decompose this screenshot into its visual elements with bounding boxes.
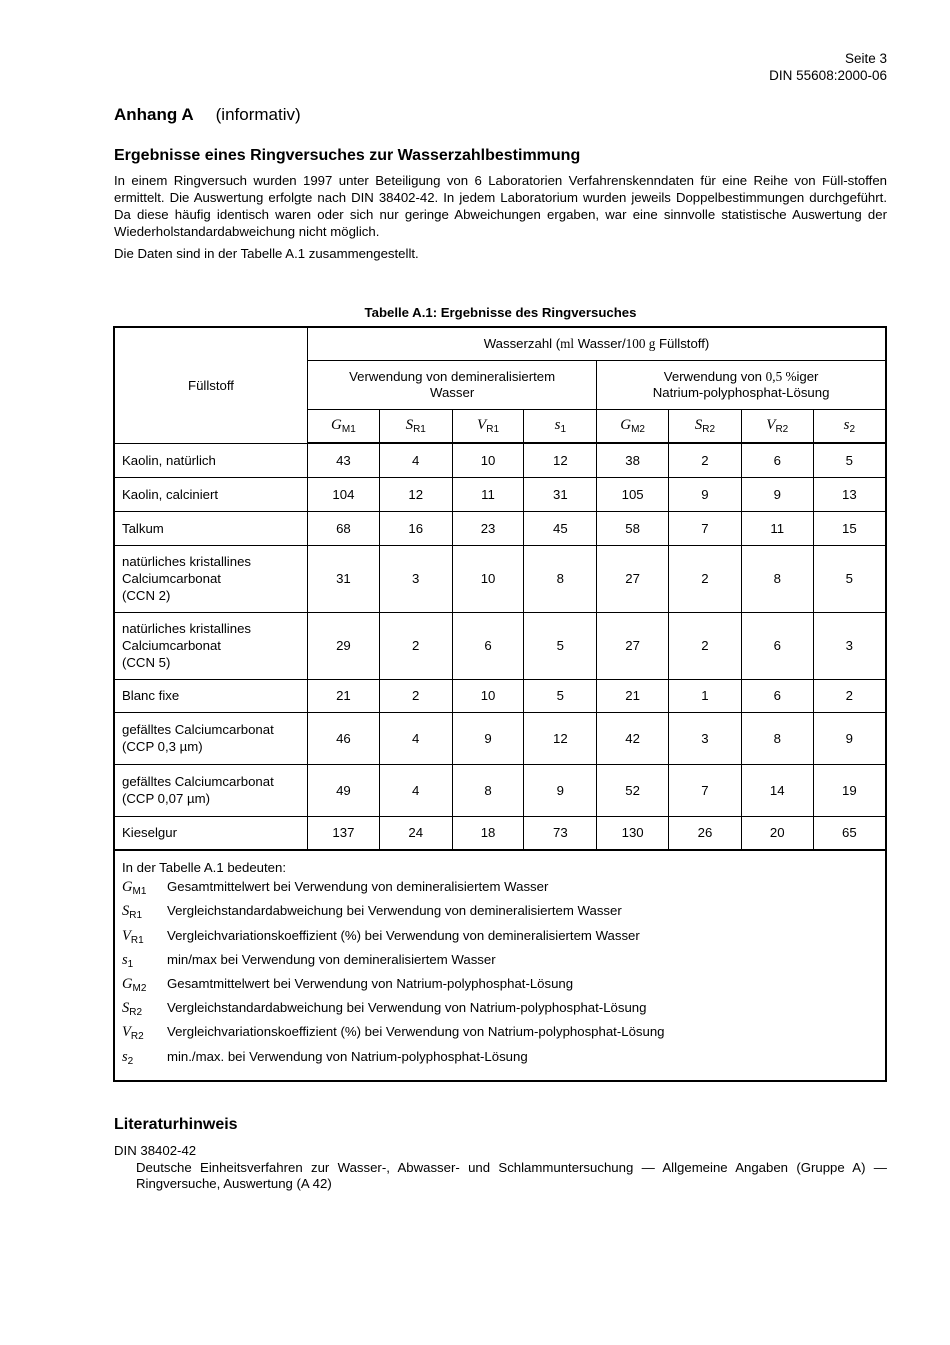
symbol: $V_{R1}$ xyxy=(122,927,144,946)
value-cell: 16 xyxy=(379,511,452,545)
value-cell: 2 xyxy=(669,443,742,477)
table-row xyxy=(114,443,886,477)
group-polyphosphate-header xyxy=(597,360,886,409)
legend-text: min./max. bei Verwendung von Natrium-polyphosphat-Lösung xyxy=(167,1048,528,1064)
value-cell: 104 xyxy=(308,477,380,511)
value-cell: 49 xyxy=(308,764,380,816)
value-cell: 42 xyxy=(597,712,669,764)
value-cell: 31 xyxy=(524,477,597,511)
legend-text: min/max bei Verwendung von demineralisiertem Wasser xyxy=(167,951,496,967)
legend-intro: In der Tabelle A.1 bedeuten: xyxy=(122,860,286,875)
wasserzahl-unit-ml: ml xyxy=(560,335,575,351)
table-row xyxy=(114,764,886,816)
page-header xyxy=(769,50,887,84)
value-cell: 5 xyxy=(813,545,886,612)
legend-text: Vergleichstandardabweichung bei Verwendung von Natrium-polyphosphat-Lösung xyxy=(167,1000,647,1016)
legend-text: Gesamtmittelwert bei Verwendung von demineralisiertem Wasser xyxy=(167,879,549,895)
table-row xyxy=(114,816,886,850)
value-cell: 8 xyxy=(524,545,597,612)
value-cell: 7 xyxy=(669,511,742,545)
value-cell: 58 xyxy=(597,511,669,545)
filler-name xyxy=(114,612,308,679)
value-cell: 130 xyxy=(597,816,669,850)
filler-name-line: (CCN 2) xyxy=(122,588,171,603)
value-cell: 6 xyxy=(741,443,813,477)
symbol: $S_{R2}$ xyxy=(122,1000,143,1019)
table-row xyxy=(114,679,886,712)
annex-note: (informativ) xyxy=(215,105,301,124)
value-cell: 38 xyxy=(597,443,669,477)
wasserzahl-label-post: Füllstoff) xyxy=(655,335,710,351)
table-legend xyxy=(114,850,886,1081)
filler-name-line: Kaolin, natürlich xyxy=(122,452,216,468)
literature-ref-text: Deutsche Einheitsverfahren zur Wasser-, Abwasser- und Schlammuntersuchung — Allgemeine Angaben (Gruppe A) — Ringversuche, Auswertung (A 42) xyxy=(136,1159,887,1191)
value-cell: 19 xyxy=(813,764,886,816)
standard-number: DIN 55608:2000-06 xyxy=(769,68,887,83)
value-cell: 15 xyxy=(813,511,886,545)
filler-name-line: Talkum xyxy=(122,520,164,536)
annex-heading xyxy=(114,104,301,126)
legend-symbol xyxy=(122,998,167,1022)
value-cell: 10 xyxy=(452,545,524,612)
symbol: $V_{R2}$ xyxy=(122,1024,144,1043)
value-cell: 10 xyxy=(452,443,524,477)
value-cell: 2 xyxy=(379,612,452,679)
table-row xyxy=(114,545,886,612)
filler-name-line: Kieselgur xyxy=(122,825,177,841)
value-cell: 2 xyxy=(669,612,742,679)
filler-name-line: (CCP 0,3 µm) xyxy=(122,739,203,754)
value-cell: 7 xyxy=(669,764,742,816)
legend-symbol xyxy=(122,1022,167,1046)
value-cell: 2 xyxy=(813,679,886,712)
value-cell: 6 xyxy=(741,612,813,679)
value-cell: 1 xyxy=(669,679,742,712)
legend-item xyxy=(122,901,878,925)
legend-item xyxy=(122,950,878,974)
wasserzahl-unit-g: 100 g xyxy=(625,335,656,351)
filler-name-line: Calciumcarbonat xyxy=(122,571,221,586)
filler-name xyxy=(114,511,308,545)
filler-name-line: Calciumcarbonat xyxy=(122,638,221,653)
group-demineralized-header: Verwendung von demineralisiertem Wasser xyxy=(308,360,597,409)
value-cell: 45 xyxy=(524,511,597,545)
value-cell: 11 xyxy=(452,477,524,511)
intro-paragraph-2: Die Daten sind in der Tabelle A.1 zusammengestellt. xyxy=(114,246,419,261)
filler-name-line: natürliches kristallines xyxy=(122,554,251,569)
table-row xyxy=(114,477,886,511)
value-cell: 8 xyxy=(741,712,813,764)
literature-reference xyxy=(114,1143,887,1193)
value-cell: 29 xyxy=(308,612,380,679)
filler-name-line: gefälltes Calciumcarbonat xyxy=(122,722,274,737)
table-row xyxy=(114,712,886,764)
filler-name-line: gefälltes Calciumcarbonat xyxy=(122,774,274,789)
filler-name xyxy=(114,712,308,764)
value-cell: 21 xyxy=(308,679,380,712)
value-cell: 137 xyxy=(308,816,380,850)
value-cell: 68 xyxy=(308,511,380,545)
legend-symbol xyxy=(122,974,167,998)
legend-symbol xyxy=(122,950,167,974)
table-row xyxy=(114,612,886,679)
symbol: $s_1$ xyxy=(122,951,134,970)
value-cell: 20 xyxy=(741,816,813,850)
value-cell: 46 xyxy=(308,712,380,764)
symbol-header-s1 xyxy=(524,409,597,443)
value-cell: 12 xyxy=(379,477,452,511)
value-cell: 11 xyxy=(741,511,813,545)
symbol: $V_{R1}$ xyxy=(477,416,500,435)
literature-ref-id: DIN 38402-42 xyxy=(114,1143,197,1158)
value-cell: 9 xyxy=(452,712,524,764)
value-cell: 26 xyxy=(669,816,742,850)
symbol: $s_2$ xyxy=(122,1048,134,1067)
literature-title: Literaturhinweis xyxy=(114,1116,238,1133)
value-cell: 13 xyxy=(813,477,886,511)
symbol-header-gm1 xyxy=(308,409,380,443)
filler-name-line: natürliches kristallines xyxy=(122,621,251,636)
symbol: $s_1$ xyxy=(554,416,567,435)
symbol-header-gm2 xyxy=(597,409,669,443)
wasserzahl-label-mid: Wasser/ xyxy=(574,335,626,351)
value-cell: 4 xyxy=(379,764,452,816)
legend-symbol xyxy=(122,877,167,901)
table-row xyxy=(114,511,886,545)
page-number: Seite 3 xyxy=(844,51,887,66)
results-table xyxy=(113,326,887,1082)
legend-item xyxy=(122,998,878,1022)
legend-item xyxy=(122,974,878,998)
legend-item xyxy=(122,1022,878,1046)
value-cell: 73 xyxy=(524,816,597,850)
group2-concentration: 0,5 % xyxy=(765,368,797,384)
value-cell: 65 xyxy=(813,816,886,850)
intro-text xyxy=(114,172,887,262)
legend-item xyxy=(122,877,878,901)
value-cell: 23 xyxy=(452,511,524,545)
filler-name xyxy=(114,545,308,612)
value-cell: 12 xyxy=(524,443,597,477)
legend-symbol xyxy=(122,1047,167,1071)
filler-name xyxy=(114,764,308,816)
value-cell: 8 xyxy=(741,545,813,612)
table-caption: Tabelle A.1: Ergebnisse des Ringversuches xyxy=(364,305,637,320)
symbol-header-sr2 xyxy=(669,409,742,443)
value-cell: 3 xyxy=(379,545,452,612)
value-cell: 3 xyxy=(813,612,886,679)
filler-name xyxy=(114,816,308,850)
value-cell: 8 xyxy=(452,764,524,816)
value-cell: 4 xyxy=(379,712,452,764)
symbol: $G_{M1}$ xyxy=(331,416,356,435)
value-cell: 27 xyxy=(597,612,669,679)
value-cell: 52 xyxy=(597,764,669,816)
annex-title: Anhang A xyxy=(114,105,194,124)
value-cell: 5 xyxy=(524,612,597,679)
symbol: $s_2$ xyxy=(843,416,856,435)
filler-name-line: Kaolin, calciniert xyxy=(122,486,219,502)
value-cell: 6 xyxy=(741,679,813,712)
filler-name xyxy=(114,477,308,511)
value-cell: 9 xyxy=(741,477,813,511)
value-cell: 43 xyxy=(308,443,380,477)
value-cell: 31 xyxy=(308,545,380,612)
legend-text: Vergleichvariationskoeffizient (%) bei Verwendung von demineralisiertem Wasser xyxy=(167,927,640,943)
legend-text: Gesamtmittelwert bei Verwendung von Natrium-polyphosphat-Lösung xyxy=(167,976,574,992)
value-cell: 9 xyxy=(524,764,597,816)
value-cell: 27 xyxy=(597,545,669,612)
symbol: $G_{M1}$ xyxy=(122,879,147,898)
value-cell: 12 xyxy=(524,712,597,764)
value-cell: 10 xyxy=(452,679,524,712)
filler-name-line: (CCP 0,07 µm) xyxy=(122,791,210,806)
legend-text: Vergleichstandardabweichung bei Verwendung von demineralisiertem Wasser xyxy=(167,903,622,919)
value-cell: 4 xyxy=(379,443,452,477)
symbol-header-s2 xyxy=(813,409,886,443)
filler-name xyxy=(114,443,308,477)
legend-text: Vergleichvariationskoeffizient (%) bei Verwendung von Natrium-polyphosphat-Lösung xyxy=(167,1024,665,1040)
legend-symbol xyxy=(122,901,167,925)
intro-paragraph-1: In einem Ringversuch wurden 1997 unter Beteiligung von 6 Laboratorien Verfahrenskenndaten für eine Reihe von Füll-stoffen ermittelt. Die Auswertung erfolgte nach DIN 38402-42. In jedem Laboratorium wurden jeweils Doppelbestimmungen durchgeführt. Da diese häufig identisch waren oder sich nur geringe Abweichungen ergaben, war eine sinnvolle statistische Auswertung der Wiederholstandardabweichung nicht möglich. xyxy=(114,173,887,239)
symbol: $S_{R1}$ xyxy=(122,903,143,922)
wasserzahl-header xyxy=(308,327,887,360)
symbol-header-vr2 xyxy=(741,409,813,443)
value-cell: 2 xyxy=(379,679,452,712)
value-cell: 5 xyxy=(524,679,597,712)
value-cell: 6 xyxy=(452,612,524,679)
group2-label-pre: Verwendung von xyxy=(663,368,766,384)
symbol: $G_{M2}$ xyxy=(620,416,645,435)
filler-name-line: (CCN 5) xyxy=(122,655,171,670)
filler-name-line: Blanc fixe xyxy=(122,688,180,703)
value-cell: 9 xyxy=(813,712,886,764)
filler-name xyxy=(114,679,308,712)
value-cell: 5 xyxy=(813,443,886,477)
section-title: Ergebnisse eines Ringversuches zur Wasserzahlbestimmung xyxy=(114,147,581,164)
legend-symbol xyxy=(122,926,167,950)
symbol: $S_{R2}$ xyxy=(694,416,716,435)
wasserzahl-label-pre: Wasserzahl ( xyxy=(483,335,561,351)
legend-item xyxy=(122,926,878,950)
value-cell: 2 xyxy=(669,545,742,612)
value-cell: 9 xyxy=(669,477,742,511)
value-cell: 105 xyxy=(597,477,669,511)
symbol: $V_{R2}$ xyxy=(766,416,789,435)
value-cell: 3 xyxy=(669,712,742,764)
value-cell: 18 xyxy=(452,816,524,850)
symbol: $G_{M2}$ xyxy=(122,976,147,995)
value-cell: 24 xyxy=(379,816,452,850)
filler-column-header: Füllstoff xyxy=(114,327,308,443)
value-cell: 21 xyxy=(597,679,669,712)
symbol-header-vr1 xyxy=(452,409,524,443)
legend-item xyxy=(122,1047,878,1071)
symbol-header-sr1 xyxy=(379,409,452,443)
symbol: $S_{R1}$ xyxy=(405,416,426,435)
value-cell: 14 xyxy=(741,764,813,816)
group2-label-post: iger Natrium-polyphosphat-Lösung xyxy=(652,368,830,400)
